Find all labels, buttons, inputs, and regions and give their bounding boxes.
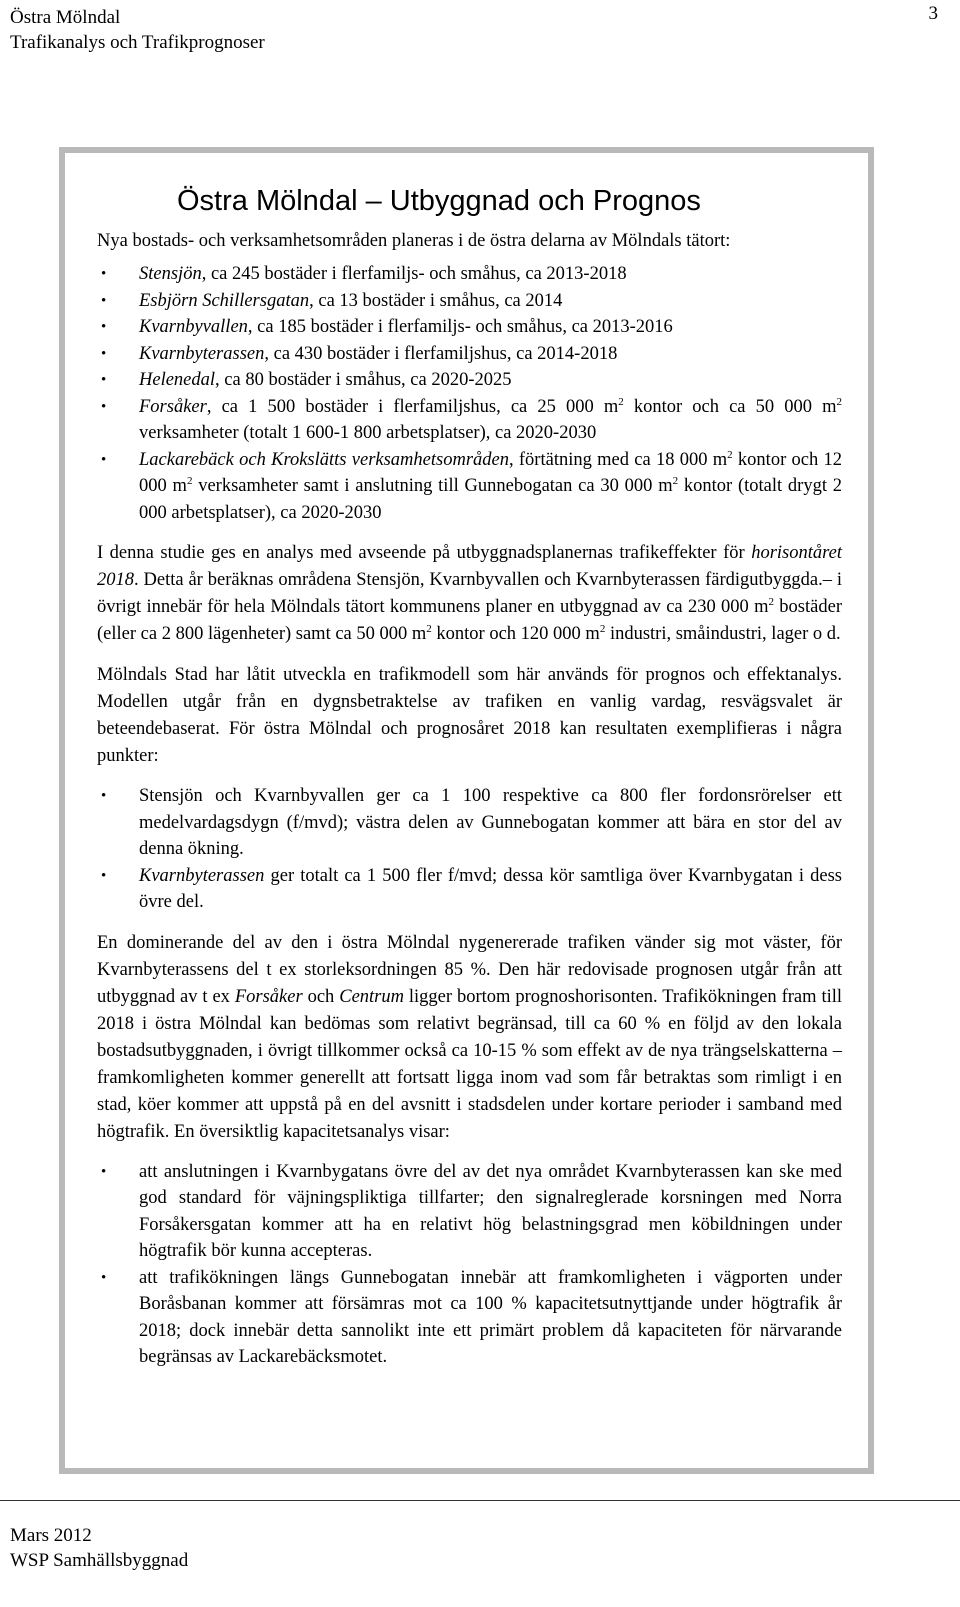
list-item: • Helenedal, ca 80 bostäder i småhus, ca 2020-2025 [97, 367, 842, 394]
list-item: • att anslutningen i Kvarnbygatans övre del av det nya området Kvarnbyterassen kan ske med god standard för väjningspliktiga tillfarter; den signalreglerade korsningen med Norra Forsåkersgatan kommer att ha en relativt hög belastningsgrad men köbildningen under högtrafik bör kunna accepteras. [97, 1159, 842, 1265]
list-item: • att trafikökningen längs Gunnebogatan innebär att framkomligheten i vägporten under Boråsbanan kommer att försämras mot ca 100 % kapacitetsutnyttjande under högtrafik år 2018; dock innebär detta sannolikt inte ett primärt problem då kapaciteten för närvarande begränsas av Lackarebäcksmotet. [97, 1265, 842, 1371]
area-name: Kvarnbyvallen [139, 317, 248, 337]
area-name: Helenedal [139, 370, 216, 390]
box-title: Östra Mölndal – Utbyggnad och Prognos [177, 185, 701, 217]
list-item: • Esbjörn Schillersgatan, ca 13 bostäder i småhus, ca 2014 [97, 288, 842, 315]
bullet-icon: • [101, 788, 107, 804]
bullet-icon: • [101, 1163, 107, 1180]
area-name: Esbjörn Schillersgatan [139, 290, 310, 311]
page-number: 3 [928, 3, 938, 24]
bullet-icon: • [101, 398, 107, 415]
area-name: Kvarnbyterassen [139, 343, 265, 364]
page-footer [10, 1523, 188, 1573]
area-name: Forsåker [139, 396, 207, 417]
bullet-icon: • [101, 372, 107, 388]
bullet-icon: • [101, 319, 107, 335]
area-name: Stensjön [139, 264, 202, 284]
area-list [97, 261, 842, 526]
list-item: • Lackarebäck och Krokslätts verksamhetsområden, förtätning med ca 18 000 $m^2$ kontor och 12 000 $m^2$ verksamheter samt i anslutning till Gunnebogatan ca 30 000 $m^2$ kontor (totalt drygt 2 000 arbetsplatser), ca 2020-2030 [101, 448, 843, 523]
summary-box-content [97, 183, 842, 1371]
bullet-icon: • [101, 345, 107, 362]
footer-company: WSP Samhällsbyggnad [10, 1550, 189, 1571]
bullet-icon: • [101, 451, 107, 468]
intro-paragraph: Nya bostads- och verksamhetsområden planeras i de östra delarna av Mölndals tätort: [97, 231, 731, 251]
footer-date: Mars 2012 [10, 1525, 92, 1546]
header-subtitle: Trafikanalys och Trafikprognoser [10, 32, 265, 53]
results-list [97, 783, 842, 916]
capacity-list [97, 1159, 842, 1371]
model-paragraph: Mölndals Stad har låtit utveckla en trafikmodell som här används för prognos och effektanalys. Modellen utgår från en dygnsbetraktelse av trafiken en vanlig vardag, resvägsvalet är beteendebaserat. För östra Mölndal och prognosåret 2018 kan resultaten exemplifieras i några punkter: [97, 665, 842, 766]
traffic-paragraph: En dominerande del av den i östra Mölndal nygenererade trafiken vänder sig mot väster, för Kvarnbyterassens del t ex storleksordningen 85 %. Den här redovisade prognosen utgår från att utbyggnad av t ex Forsåker och Centrum ligger bortom prognoshorisonten. Trafikökningen fram till 2018 i östra Mölndal kan bedömas som relativt begränsad, till ca 60 % en följd av den lokala bostadsutbyggnaden, i övrigt tillkommer också ca 10-15 % som effekt av de nya trängselskatterna – framkomligheten kommer generellt att fortsatt ligga inom vad som får betraktas som rimligt i en stad, köer kommer att uppstå på en del avsnitt i stadsdelen under kortare perioder i samband med högtrafik. En översiktlig kapacitetsanalys visar: [97, 932, 842, 1142]
area-name: Lackarebäck och Krokslätts verksamhetsområden [139, 449, 509, 470]
list-item: • Stensjön, ca 245 bostäder i flerfamiljs- och småhus, ca 2013-2018 [97, 261, 842, 288]
list-item: • Forsåker, ca 1 500 bostäder i flerfamiljshus, ca 25 000 $m^2$ kontor och ca 50 000 $m^2$ verksamheter (totalt 1 600-1 800 arbetsplatser), ca 2020-2030 [101, 395, 842, 443]
bullet-icon: • [101, 867, 107, 884]
list-item: • Kvarnbyterassen, ca 430 bostäder i flerfamiljshus, ca 2014-2018 [97, 341, 842, 368]
footer-divider [0, 1500, 960, 1501]
analysis-paragraph: I denna studie ges en analys med avseende på utbyggnadsplanernas trafikeffekter för horisontåret 2018. Detta år beräknas områdena Stensjön, Kvarnbyvallen och Kvarnbyterassen färdigutbyggda.– i övrigt innebär för hela Mölndals tätort kommunens planer en utbyggnad av ca 230 000 $m^2$ bostäder (eller ca 2 800 lägenheter) samt ca 50 000 $m^2$ kontor och 120 000 $m^2$ industri, småindustri, lager o d. [97, 543, 842, 644]
list-item: • Kvarnbyterassen ger totalt ca 1 500 fler f/mvd; dessa kör samtliga över Kvarnbygatan i dess övre del. [97, 863, 842, 916]
header-title: Östra Mölndal [10, 7, 121, 28]
bullet-icon: • [101, 1269, 107, 1286]
bullet-icon: • [101, 266, 107, 282]
bullet-icon: • [101, 292, 107, 309]
list-item: • Kvarnbyvallen, ca 185 bostäder i flerfamiljs- och småhus, ca 2013-2016 [97, 314, 842, 341]
list-item: • Stensjön och Kvarnbyvallen ger ca 1 100 respektive ca 800 fler fordonsrörelser ett medelvardagsdygn (f/mvd); västra delen av Gunnebogatan kommer att bära en stor del av denna ökning. [97, 783, 842, 863]
page-header [10, 5, 265, 55]
